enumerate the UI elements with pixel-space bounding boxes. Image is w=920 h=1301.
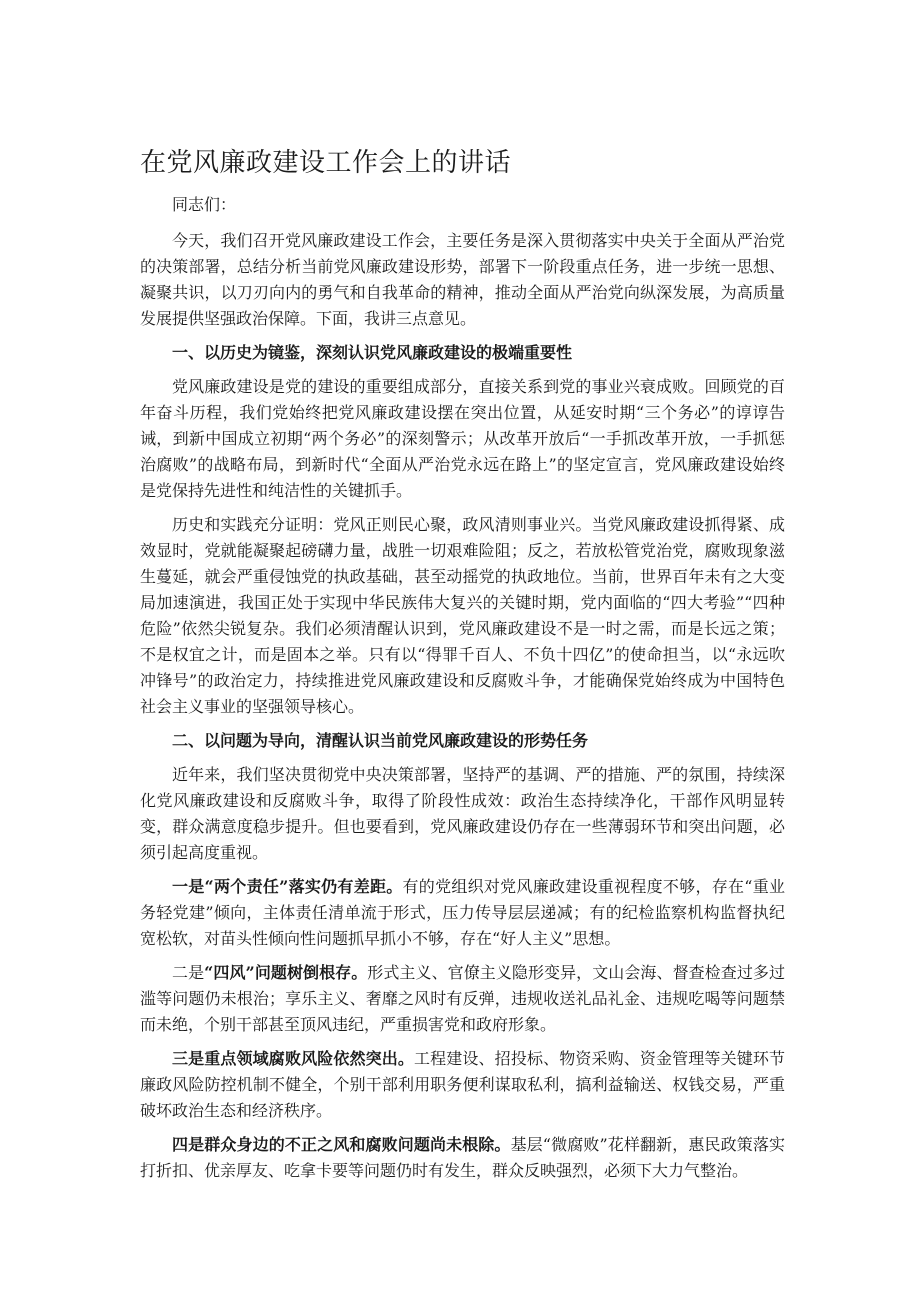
problem-item-1-lead: 一是“两个责任”落实仍有差距。	[172, 877, 403, 896]
problem-item-3-text: 工程建设、招投标、物资采购、资金管理等关键环节廉政风险防控机制不健全，个别干部利用职务便利谋取私利，搞利益输送、权钱交易，严重破坏政治生态和经济秩序。	[140, 1049, 785, 1120]
document-page	[140, 140, 785, 1192]
document-title: 在党风廉政建设工作会上的讲话	[140, 148, 512, 178]
problem-item-1-text: 有的党组织对党风廉政建设重视程度不够，存在“重业务轻党建”倾向，主体责任清单流于形式，压力传导层层递减；有的纪检监察机构监督执纪宽松软，对苗头性倾向性问题抓早抓小不够，存在“好人主义”思想。	[140, 877, 785, 948]
problem-item-3-lead: 三是重点领域腐败风险依然突出。	[172, 1049, 415, 1068]
section-1-paragraph-1: 党风廉政建设是党的建设的重要组成部分，直接关系到党的事业兴衰成败。回顾党的百年奋斗历程，我们党始终把党风廉政建设摆在突出位置，从延安时期“三个务必”的谆谆告诫，到新中国成立初期“两个务必”的深刻警示；从改革开放后“一手抓改革开放，一手抓惩治腐败”的战略布局，到新时代“全面从严治党永远在路上”的坚定宣言，党风廉政建设始终是党保持先进性和纯洁性的关键抓手。	[140, 377, 785, 500]
problem-item-4-lead: 四是群众身边的不正之风和腐败问题尚未根除。	[172, 1135, 511, 1154]
problem-item-1	[140, 874, 785, 952]
problem-item-3	[140, 1046, 785, 1124]
section-2-paragraph-1: 近年来，我们坚决贯彻党中央决策部署，坚持严的基调、严的措施、严的氛围，持续深化党风廉政建设和反腐败斗争，取得了阶段性成效：政治生态持续净化，干部作风明显转变，群众满意度稳步提升。但也要看到，党风廉政建设仍存在一些薄弱环节和突出问题，必须引起高度重视。	[140, 765, 785, 862]
section-1-paragraph-2: 历史和实践充分证明：党风正则民心聚，政风清则事业兴。当党风廉政建设抓得紧、成效显时，党就能凝聚起磅礴力量，战胜一切艰难险阻；反之，若放松管党治党，腐败现象滋生蔓延，就会严重侵蚀党的执政基础，甚至动摇党的执政地位。当前，世界百年未有之大变局加速演进，我国正处于实现中华民族伟大复兴的关键时期，党内面临的“四大考验”“四种危险”依然尖锐复杂。我们必须清醒认识到，党风廉政建设不是一时之需，而是长远之策；不是权宜之计，而是固本之举。只有以“得罪千百人、不负十四亿”的使命担当，以“永远吹冲锋号”的政治定力，持续推进党风廉政建设和反腐败斗争，才能确保党始终成为中国特色社会主义事业的坚强领导核心。	[140, 515, 785, 716]
section-1-heading: 一、以历史为镜鉴，深刻认识党风廉政建设的极端重要性	[172, 343, 573, 362]
salutation: 同志们：	[172, 195, 237, 214]
problem-item-2	[140, 960, 785, 1038]
problem-item-2-text: 形式主义、官僚主义隐形变异，文山会海、督查检查过多过滥等问题仍未根治；享乐主义、奢靡之风时有反弹，违规收送礼品礼金、违规吃喝等问题禁而未绝，个别干部甚至顶风违纪，严重损害党和政府形象。	[140, 963, 785, 1034]
problem-item-4	[140, 1132, 785, 1184]
problem-item-2-prefix: 二是	[172, 963, 205, 982]
problem-item-4-text: 基层“微腐败”花样翻新，惠民政策落实打折扣、优亲厚友、吃拿卡要等问题仍时有发生，群众反映强烈，必须下大力气整治。	[140, 1135, 785, 1180]
intro-paragraph: 今天，我们召开党风廉政建设工作会，主要任务是深入贯彻落实中央关于全面从严治党的决策部署，总结分析当前党风廉政建设形势，部署下一阶段重点任务，进一步统一思想、凝聚共识，以刀刃向内的勇气和自我革命的精神，推动全面从严治党向纵深发展，为高质量发展提供坚强政治保障。下面，我讲三点意见。	[140, 231, 785, 328]
problem-item-2-lead: “四风”问题树倒根存。	[204, 963, 368, 982]
section-2-heading: 二、以问题为导向，清醒认识当前党风廉政建设的形势任务	[172, 731, 589, 750]
